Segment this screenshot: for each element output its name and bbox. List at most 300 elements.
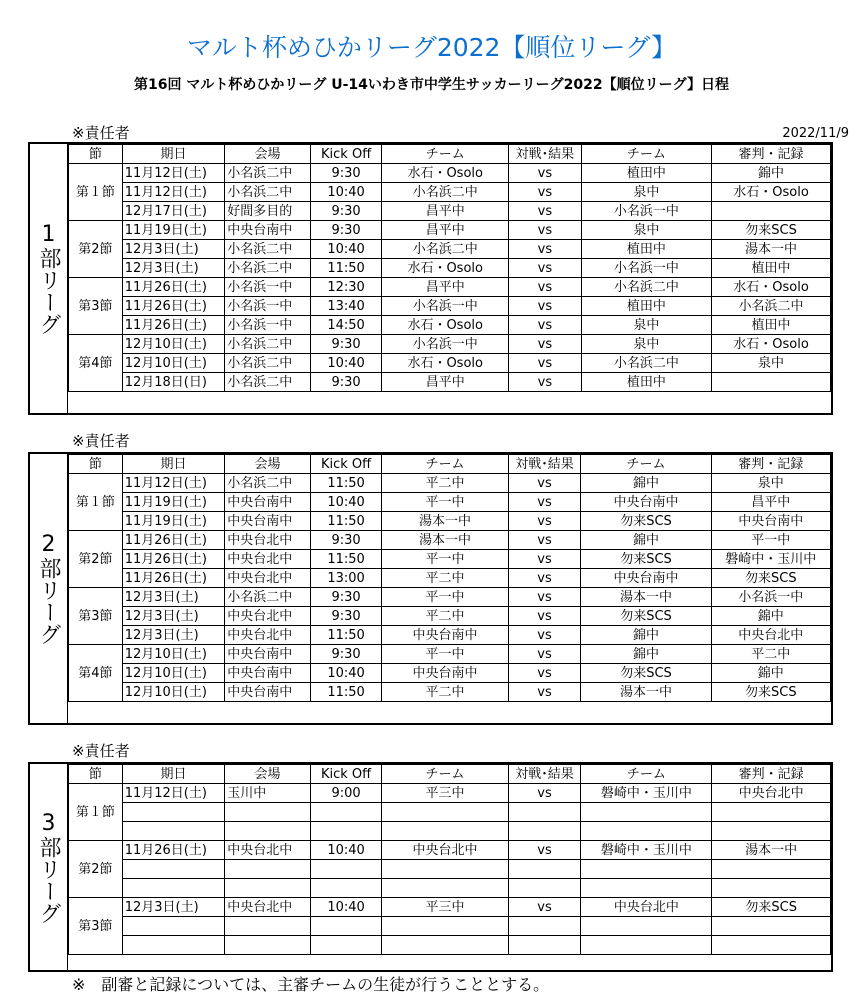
column-header: チーム xyxy=(382,455,508,474)
schedule-table xyxy=(68,764,831,955)
table-row xyxy=(69,822,831,841)
table-cell: 小名浜一中 xyxy=(382,335,509,354)
table-cell: vs xyxy=(508,841,581,860)
table-cell: vs xyxy=(508,626,581,645)
table-cell: vs xyxy=(509,202,582,221)
table-cell xyxy=(310,879,382,898)
column-header: 対戦･結果 xyxy=(509,145,582,164)
table-cell: vs xyxy=(509,240,582,259)
table-cell: 12月17日(土) xyxy=(122,202,225,221)
league-name-text: 1部リーグ xyxy=(36,222,61,335)
table-cell xyxy=(712,936,831,955)
table-cell: 湯本一中 xyxy=(382,531,508,550)
table-cell: 勿来SCS xyxy=(581,664,711,683)
column-header: 期日 xyxy=(122,765,225,784)
table-row xyxy=(69,297,831,316)
table-cell: vs xyxy=(508,474,581,493)
table-cell xyxy=(712,917,831,936)
column-header: チーム xyxy=(382,145,509,164)
table-cell xyxy=(581,803,712,822)
table-cell: vs xyxy=(509,164,582,183)
table-cell xyxy=(225,879,311,898)
column-header: Kick Off xyxy=(310,765,382,784)
table-cell: 11:50 xyxy=(310,683,382,702)
round-label: 第2節 xyxy=(69,841,123,898)
table-cell: vs xyxy=(509,278,582,297)
table-cell: 9:30 xyxy=(310,202,382,221)
column-header: チーム xyxy=(581,765,712,784)
table-cell: 中央台北中 xyxy=(712,784,831,803)
round-label: 第１節 xyxy=(69,164,123,221)
table-cell: 平一中 xyxy=(382,645,508,664)
table-cell: 勿来SCS xyxy=(581,550,711,569)
table-cell: 水石・Osolo xyxy=(712,335,831,354)
table-row xyxy=(69,569,831,588)
table-cell xyxy=(225,936,311,955)
table-cell: vs xyxy=(509,221,582,240)
table-cell xyxy=(508,879,581,898)
table-row xyxy=(69,512,831,531)
table-cell: 中央台南中 xyxy=(225,493,311,512)
table-cell: 錦中 xyxy=(581,626,711,645)
table-cell xyxy=(581,822,712,841)
table-cell: 小名浜二中 xyxy=(225,259,311,278)
table-cell: 9:30 xyxy=(310,607,382,626)
table-cell: 小名浜二中 xyxy=(225,373,311,392)
round-label: 第１節 xyxy=(69,474,123,531)
table-row xyxy=(69,259,831,278)
table-cell: 昌平中 xyxy=(382,373,509,392)
table-cell: 水石・Osolo xyxy=(712,278,831,297)
table-cell: 小名浜二中 xyxy=(225,183,311,202)
table-cell: 泉中 xyxy=(581,221,711,240)
table-cell: 9:30 xyxy=(310,645,382,664)
table-cell: 小名浜一中 xyxy=(711,588,830,607)
table-cell: 小名浜二中 xyxy=(712,297,831,316)
table-cell: 12月3日(土) xyxy=(122,607,225,626)
league-name xyxy=(30,764,68,970)
round-label: 第2節 xyxy=(69,221,123,278)
table-cell: 小名浜一中 xyxy=(581,259,711,278)
table-cell: 11月26日(土) xyxy=(122,278,225,297)
table-row xyxy=(69,221,831,240)
league-name-text: 2部リーグ xyxy=(36,532,61,645)
table-cell: 中央台南中 xyxy=(382,626,508,645)
table-cell: 泉中 xyxy=(712,354,831,373)
table-cell xyxy=(712,860,831,879)
table-row xyxy=(69,474,831,493)
table-cell xyxy=(225,822,311,841)
table-cell: 湯本一中 xyxy=(581,588,711,607)
table-cell: 12月10日(土) xyxy=(122,354,225,373)
column-header: 審判・記録 xyxy=(712,765,831,784)
table-cell: vs xyxy=(508,645,581,664)
table-cell: 中央台北中 xyxy=(225,841,311,860)
table-cell: 10:40 xyxy=(310,898,382,917)
table-cell: 平一中 xyxy=(382,588,508,607)
table-cell: 中央台北中 xyxy=(225,531,311,550)
responsible-label: ※責任者 xyxy=(72,432,130,450)
table-cell: 11月26日(土) xyxy=(122,569,225,588)
table-cell: 11月12日(土) xyxy=(122,784,225,803)
table-row xyxy=(69,373,831,392)
round-label: 第3節 xyxy=(69,588,123,645)
table-row xyxy=(69,664,831,683)
table-row xyxy=(69,917,831,936)
table-cell: 小名浜一中 xyxy=(225,278,311,297)
table-cell: vs xyxy=(508,683,581,702)
table-row xyxy=(69,626,831,645)
header-row xyxy=(69,455,831,474)
table-cell: 錦中 xyxy=(711,607,830,626)
responsible-label: ※責任者 xyxy=(72,124,130,142)
table-row xyxy=(69,879,831,898)
table-cell: 平一中 xyxy=(711,531,830,550)
table-cell: 磐崎中・玉川中 xyxy=(581,784,712,803)
table-cell xyxy=(382,936,508,955)
table-cell: 小名浜二中 xyxy=(225,354,311,373)
table-cell: 12月3日(土) xyxy=(122,626,225,645)
table-cell: 13:00 xyxy=(310,569,382,588)
table-cell: 好間多目的 xyxy=(225,202,311,221)
table-cell: 錦中 xyxy=(581,474,711,493)
table-row xyxy=(69,531,831,550)
table-cell xyxy=(508,917,581,936)
table-cell: 12月10日(土) xyxy=(122,335,225,354)
table-cell: 玉川中 xyxy=(225,784,311,803)
league-1-block xyxy=(28,142,833,415)
table-cell xyxy=(508,803,581,822)
table-cell: 水石・Osolo xyxy=(382,316,509,335)
table-cell: 平二中 xyxy=(382,474,508,493)
table-row xyxy=(69,164,831,183)
table-cell xyxy=(382,917,508,936)
table-cell: 9:30 xyxy=(310,373,382,392)
table-row xyxy=(69,550,831,569)
table-row xyxy=(69,354,831,373)
table-cell: 小名浜一中 xyxy=(225,316,311,335)
table-row xyxy=(69,607,831,626)
table-cell: vs xyxy=(509,297,582,316)
table-cell: 10:40 xyxy=(310,841,382,860)
table-cell xyxy=(581,936,712,955)
table-cell: 11:50 xyxy=(310,512,382,531)
table-cell: 11月19日(土) xyxy=(122,512,225,531)
table-cell: 勿来SCS xyxy=(712,898,831,917)
table-cell xyxy=(310,917,382,936)
table-cell: 平二中 xyxy=(382,607,508,626)
table-cell: 11月26日(土) xyxy=(122,841,225,860)
table-cell: 湯本一中 xyxy=(712,240,831,259)
table-cell: 昌平中 xyxy=(711,493,830,512)
table-cell xyxy=(382,879,508,898)
schedule-table xyxy=(68,144,831,392)
table-cell xyxy=(122,936,225,955)
table-cell: 9:30 xyxy=(310,221,382,240)
table-cell: 12月10日(土) xyxy=(122,664,225,683)
table-cell: 中央台南中 xyxy=(225,645,311,664)
round-label: 第１節 xyxy=(69,784,123,841)
table-cell: 水石・Osolo xyxy=(712,183,831,202)
column-header: 審判・記録 xyxy=(712,145,831,164)
table-cell: 湯本一中 xyxy=(382,512,508,531)
table-cell: 植田中 xyxy=(581,373,711,392)
league-name xyxy=(30,144,68,413)
table-cell: 平二中 xyxy=(711,645,830,664)
table-cell: 中央台南中 xyxy=(382,664,508,683)
table-row xyxy=(69,183,831,202)
table-cell: vs xyxy=(508,898,581,917)
table-cell: 9:30 xyxy=(310,335,382,354)
table-cell: vs xyxy=(509,335,582,354)
table-cell: 植田中 xyxy=(581,240,711,259)
page-title: マルト杯めひかリーグ2022【順位リーグ】 xyxy=(186,33,677,62)
table-cell xyxy=(382,822,508,841)
table-row xyxy=(69,841,831,860)
table-cell: vs xyxy=(509,183,582,202)
table-row xyxy=(69,803,831,822)
column-header: 会場 xyxy=(225,765,311,784)
table-cell: 泉中 xyxy=(581,316,711,335)
table-cell: 勿来SCS xyxy=(581,607,711,626)
page-subtitle: 第16回 マルト杯めひかリーグ U-14いわき市中学生サッカーリーグ2022【順位リーグ】日程 xyxy=(134,77,729,93)
table-cell: vs xyxy=(509,259,582,278)
table-cell: 12月10日(土) xyxy=(122,645,225,664)
round-label: 第4節 xyxy=(69,645,123,702)
table-cell: vs xyxy=(508,531,581,550)
table-row xyxy=(69,493,831,512)
column-header: 節 xyxy=(69,455,123,474)
table-cell xyxy=(712,202,831,221)
table-cell: vs xyxy=(509,354,582,373)
table-cell: 勿来SCS xyxy=(711,569,830,588)
column-header: 期日 xyxy=(122,145,225,164)
table-cell: 10:40 xyxy=(310,493,382,512)
table-cell xyxy=(310,860,382,879)
table-cell xyxy=(122,860,225,879)
table-cell: 水石・Osolo xyxy=(382,354,509,373)
table-cell: vs xyxy=(508,664,581,683)
table-cell xyxy=(508,936,581,955)
table-cell: 平一中 xyxy=(382,493,508,512)
table-cell: 11月26日(土) xyxy=(122,531,225,550)
table-cell: 小名浜二中 xyxy=(225,164,311,183)
table-cell: 11月26日(土) xyxy=(122,316,225,335)
table-cell xyxy=(382,860,508,879)
table-cell xyxy=(122,879,225,898)
table-row xyxy=(69,936,831,955)
table-cell: vs xyxy=(508,512,581,531)
table-cell: 小名浜一中 xyxy=(581,202,711,221)
table-cell: 11月19日(土) xyxy=(122,221,225,240)
table-cell xyxy=(122,917,225,936)
table-cell: 中央台北中 xyxy=(225,569,311,588)
footnote: ※ 副審と記録については、主審チームの生徒が行うこととする。 xyxy=(72,975,550,994)
table-cell: 錦中 xyxy=(581,531,711,550)
table-cell: 勿来SCS xyxy=(581,512,711,531)
table-cell: 植田中 xyxy=(581,164,711,183)
table-cell: 湯本一中 xyxy=(581,683,711,702)
table-cell: 平三中 xyxy=(382,784,508,803)
league-3-block xyxy=(28,762,833,972)
table-cell: 中央台南中 xyxy=(581,493,711,512)
table-cell: 中央台南中 xyxy=(711,512,830,531)
table-cell: 昌平中 xyxy=(382,202,509,221)
table-cell: 小名浜二中 xyxy=(225,240,311,259)
table-cell: 中央台南中 xyxy=(581,569,711,588)
table-cell: 平二中 xyxy=(382,683,508,702)
table-cell: 中央台北中 xyxy=(225,550,311,569)
table-cell: 9:30 xyxy=(310,164,382,183)
table-cell: vs xyxy=(508,588,581,607)
table-cell: 水石・Osolo xyxy=(382,259,509,278)
column-header: 期日 xyxy=(122,455,225,474)
table-cell: 12月18日(日) xyxy=(122,373,225,392)
table-cell: vs xyxy=(508,607,581,626)
league-name-text: 3部リーグ xyxy=(36,810,61,924)
round-label: 第4節 xyxy=(69,335,123,392)
table-cell: 勿来SCS xyxy=(711,683,830,702)
column-header: チーム xyxy=(581,145,711,164)
header-row xyxy=(69,765,831,784)
table-row xyxy=(69,898,831,917)
table-cell: 植田中 xyxy=(712,259,831,278)
league-2-block xyxy=(28,452,833,725)
table-cell: vs xyxy=(508,569,581,588)
table-cell xyxy=(581,860,712,879)
column-header: チーム xyxy=(581,455,711,474)
table-cell: 植田中 xyxy=(581,297,711,316)
table-cell: 中央台北中 xyxy=(382,841,508,860)
table-cell: 小名浜二中 xyxy=(382,240,509,259)
table-cell: 錦中 xyxy=(711,664,830,683)
issue-date: 2022/11/9 xyxy=(782,126,849,141)
column-header: チーム xyxy=(382,765,508,784)
table-cell: 中央台南中 xyxy=(225,221,311,240)
table-cell xyxy=(712,803,831,822)
table-cell xyxy=(310,936,382,955)
table-cell: 湯本一中 xyxy=(712,841,831,860)
table-cell: 磐崎中・玉川中 xyxy=(711,550,830,569)
table-cell: 12月3日(土) xyxy=(122,588,225,607)
table-cell xyxy=(310,822,382,841)
table-row xyxy=(69,316,831,335)
table-row xyxy=(69,335,831,354)
table-cell: 10:40 xyxy=(310,240,382,259)
table-cell xyxy=(712,373,831,392)
table-cell: 錦中 xyxy=(581,645,711,664)
table-cell: vs xyxy=(508,784,581,803)
table-cell: 小名浜一中 xyxy=(382,297,509,316)
table-cell: 小名浜二中 xyxy=(382,183,509,202)
table-cell: 14:50 xyxy=(310,316,382,335)
table-cell: 中央台南中 xyxy=(225,683,311,702)
table-cell: 小名浜二中 xyxy=(225,474,311,493)
table-cell: 9:30 xyxy=(310,588,382,607)
table-cell: 11月12日(土) xyxy=(122,183,225,202)
table-cell: 11月19日(土) xyxy=(122,493,225,512)
table-cell: vs xyxy=(508,493,581,512)
table-cell: 平三中 xyxy=(382,898,508,917)
column-header: 会場 xyxy=(225,145,311,164)
column-header: 対戦･結果 xyxy=(508,765,581,784)
table-cell: 12月3日(土) xyxy=(122,898,225,917)
table-cell: 勿来SCS xyxy=(712,221,831,240)
table-cell: 錦中 xyxy=(712,164,831,183)
round-label: 第3節 xyxy=(69,278,123,335)
table-cell xyxy=(225,860,311,879)
table-row xyxy=(69,784,831,803)
column-header: 節 xyxy=(69,765,123,784)
responsible-label: ※責任者 xyxy=(72,742,130,760)
table-cell: 中央台北中 xyxy=(225,607,311,626)
table-cell xyxy=(581,879,712,898)
table-cell: 中央台南中 xyxy=(225,664,311,683)
table-cell: 11月12日(土) xyxy=(122,474,225,493)
table-cell xyxy=(508,860,581,879)
table-cell xyxy=(712,879,831,898)
table-cell xyxy=(382,803,508,822)
table-cell: vs xyxy=(508,550,581,569)
table-cell: 10:40 xyxy=(310,664,382,683)
column-header: 節 xyxy=(69,145,123,164)
table-cell xyxy=(310,803,382,822)
league-name xyxy=(30,454,68,723)
table-cell: 植田中 xyxy=(712,316,831,335)
table-cell: 水石・Osolo xyxy=(382,164,509,183)
table-cell: 11月12日(土) xyxy=(122,164,225,183)
table-cell: 中央台北中 xyxy=(225,898,311,917)
column-header: 会場 xyxy=(225,455,311,474)
table-cell: 11月26日(土) xyxy=(122,297,225,316)
table-cell: 平二中 xyxy=(382,569,508,588)
table-cell: 12月3日(土) xyxy=(122,259,225,278)
table-cell: 泉中 xyxy=(581,183,711,202)
table-cell: 昌平中 xyxy=(382,278,509,297)
table-cell: 11:50 xyxy=(310,474,382,493)
table-cell xyxy=(225,917,311,936)
table-cell: 12月10日(土) xyxy=(122,683,225,702)
table-cell: 中央台北中 xyxy=(581,898,712,917)
table-cell: 9:00 xyxy=(310,784,382,803)
round-label: 第3節 xyxy=(69,898,123,955)
table-cell: 11:50 xyxy=(310,259,382,278)
table-cell: 12:30 xyxy=(310,278,382,297)
column-header: 審判・記録 xyxy=(711,455,830,474)
table-row xyxy=(69,202,831,221)
table-cell: 小名浜二中 xyxy=(225,588,311,607)
table-cell: 小名浜二中 xyxy=(581,278,711,297)
table-row xyxy=(69,588,831,607)
table-cell: 磐崎中・玉川中 xyxy=(581,841,712,860)
table-cell: 中央台南中 xyxy=(225,512,311,531)
column-header: Kick Off xyxy=(310,145,382,164)
table-cell xyxy=(581,917,712,936)
table-row xyxy=(69,683,831,702)
table-cell: 10:40 xyxy=(310,183,382,202)
table-row xyxy=(69,645,831,664)
table-row xyxy=(69,240,831,259)
table-cell: vs xyxy=(509,316,582,335)
table-cell: 10:40 xyxy=(310,354,382,373)
schedule-table xyxy=(68,454,831,702)
table-cell: 中央台北中 xyxy=(711,626,830,645)
table-cell: 泉中 xyxy=(581,335,711,354)
table-cell: 泉中 xyxy=(711,474,830,493)
table-cell: 9:30 xyxy=(310,531,382,550)
table-cell: 13:40 xyxy=(310,297,382,316)
table-cell xyxy=(122,822,225,841)
